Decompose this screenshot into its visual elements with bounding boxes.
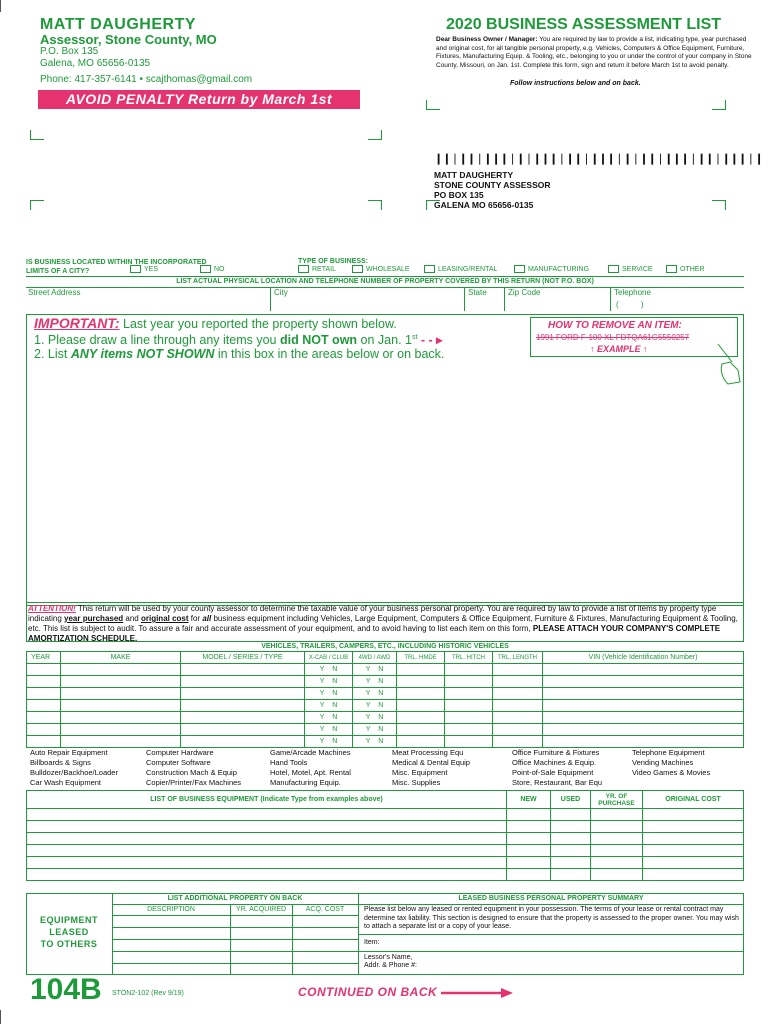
col-yr-acquired: YR. ACQUIRED [235,906,287,913]
corner-mark [712,100,726,110]
col-yr-purchase: YR. OF PURCHASE [591,791,643,809]
col-description: DESCRIPTION [147,906,195,913]
continued-on-back: CONTINUED ON BACK [298,985,515,999]
field-divider [610,287,611,311]
divider [358,934,744,935]
other-checkbox[interactable] [666,265,677,273]
mailing-line1: MATT DAUGHERTY [434,170,514,180]
vehicle-row[interactable]: Y N Y N [27,700,744,712]
postal-barcode: ❙❙❘❙❙❘❙❙❙❘❙❘❙❙❙❘❙❙❘❙❙❙❘❙❘❙❙❘❙❙❙❘❙❙❘❙❙❙❘❙ [434,153,763,165]
assessor-name: MATT DAUGHERTY [40,16,197,33]
col-used: USED [551,791,591,809]
mailing-line3: PO BOX 135 [434,190,484,200]
vehicles-table [26,651,744,748]
no-checkbox[interactable] [200,265,211,273]
col-new: NEW [507,791,551,809]
city-limits-yes[interactable]: YES [130,265,158,273]
intro-text [436,36,752,70]
equipment-row[interactable] [27,869,744,881]
intro-follow: Follow instructions below and on back. [510,80,641,87]
col-original-cost: ORIGINAL COST [643,791,744,809]
equipment-row[interactable] [27,857,744,869]
business-type-other[interactable]: OTHER [666,265,705,273]
vehicle-row[interactable]: Y N Y N [27,664,744,676]
form-title: 2020 BUSINESS ASSESSMENT LIST [446,16,722,33]
vehicle-row[interactable]: Y N Y N [27,736,744,748]
assessor-office: Assessor, Stone County, MO [40,32,217,47]
mailing-line4: GALENA MO 65656-0135 [434,200,534,210]
city-limits-question: IS BUSINESS LOCATED WITHIN THE INCORPORATED LIMITS OF A CITY? [26,259,207,275]
vehicles-header: VEHICLES, TRAILERS, CAMPERS, ETC., INCLUDING HISTORIC VEHICLES [261,643,509,650]
col-acq-cost: ACQ. COST [305,906,345,913]
penalty-banner [38,90,360,109]
assessor-po-box: P.O. Box 135 [40,46,99,57]
equipment-leased-label: EQUIPMENT LEASED TO OTHERS [39,915,98,949]
divider [26,276,744,277]
divider [358,951,744,952]
corner-mark [30,200,44,210]
vehicle-row[interactable]: Y N Y N [27,676,744,688]
col-year: YEAR [27,652,61,664]
col-trl-hmde: TRL. HMDE [397,652,445,664]
business-type-wholesale[interactable]: WHOLESALE [352,265,410,273]
row-line[interactable] [112,939,358,940]
page-edge [0,1010,1,1024]
assessor-city: Galena, MO 65656-0135 [40,58,151,69]
manufacturing-checkbox[interactable] [514,265,525,273]
corner-mark [368,130,382,140]
col-xcab: X-CAB / CLUB [305,652,353,664]
equipment-list-header: LIST OF BUSINESS EQUIPMENT (Indicate Type from examples above) [27,791,507,809]
business-type-service[interactable]: SERVICE [608,265,653,273]
wholesale-checkbox[interactable] [352,265,363,273]
field-divider [464,287,465,311]
vehicles-header-row [27,652,744,664]
equipment-row[interactable] [27,845,744,857]
divider [112,904,744,905]
equipment-table [26,790,744,881]
business-type-leasing[interactable]: LEASING/RENTAL [424,265,497,273]
example-item: 1991 FORD F-100 XL FDTQA61G5550257 [536,333,690,342]
state-field[interactable] [466,298,502,310]
examples-col-1: Auto Repair Equipment Billboards & Signs Bulldozer/Backhoe/Loader Car Wash Equipment [30,748,118,787]
equipment-row[interactable] [27,821,744,833]
example-label: ↑ EXAMPLE ↑ [590,344,648,354]
corner-mark [368,200,382,210]
equipment-header-row [27,791,744,809]
col-vin: VIN (Vehicle Identification Number) [543,652,744,664]
zip-label: Zip Code [508,288,541,297]
vehicle-row[interactable]: Y N Y N [27,712,744,724]
penalty-banner-text: AVOID PENALTY Return by March 1st [65,91,333,107]
additional-header: LIST ADDITIONAL PROPERTY ON BACK [167,895,303,902]
zip-field[interactable] [506,298,608,310]
telephone-paren: ( ) [616,300,644,309]
row-line[interactable] [112,963,358,964]
corner-mark [426,100,440,110]
lessor-label: Lessor's Name, Addr. & Phone #: [364,954,417,969]
location-header: LIST ACTUAL PHYSICAL LOCATION AND TELEPHONE NUMBER OF PROPERTY COVERED BY THIS RETURN (NOT P.O. BOX) [176,278,594,285]
retail-checkbox[interactable] [298,265,309,273]
important-label: IMPORTANT: [34,315,120,331]
row-line[interactable] [112,927,358,928]
divider [112,915,358,916]
col-4wd: 4WD / AWD [353,652,397,664]
city-field[interactable] [272,298,462,310]
form-number: 104B [30,973,102,1006]
col-model: MODEL / SERIES / TYPE [181,652,305,664]
field-divider [504,287,505,311]
leasing-checkbox[interactable] [424,265,435,273]
city-limits-no[interactable]: NO [200,265,225,273]
intro-body: You are required by law to provide a list, indicating type, year purchased and original cost, for all tangible personal property, e.g. Vehicles, Computers & Office Equipment, Furniture, Fixtures, Manufacturing Equip. & Tooling, etc., belonging to you or under the control of your company in Stone County, Missouri, on Jan. 1st. Complete this form, sign and return it before March 1st to avoid penalty. [436,36,752,69]
leased-header: LEASED BUSINESS PERSONAL PROPERTY SUMMARY [458,895,644,902]
city-label: City [274,288,288,297]
mailing-address [434,170,551,210]
hand-pencil-icon [714,340,744,390]
leased-item-label: Item: [364,939,380,946]
col-trl-length: TRL. LENGTH [493,652,543,664]
examples-col-6: Telephone Equipment Vending Machines Video Games & Movies [632,748,711,777]
example-title: HOW TO REMOVE AN ITEM: [548,320,682,331]
business-type-label: TYPE OF BUSINESS: [298,258,369,265]
vehicle-row[interactable]: Y N Y N [27,688,744,700]
yes-checkbox[interactable] [130,265,141,273]
corner-mark [30,130,44,140]
street-address-label: Street Address [28,288,81,297]
col-make: MAKE [61,652,181,664]
examples-col-2: Computer Hardware Computer Software Construction Mach & Equip Copier/Printer/Fax Machines [146,748,242,787]
corner-mark [712,200,726,210]
business-type-retail[interactable]: RETAIL [298,265,336,273]
page-edge [0,0,1,12]
mailing-line2: STONE COUNTY ASSESSOR [434,180,551,190]
attention-text: ATTENTION! This return will be used by your county assessor to determine the taxable value of your business personal property. You are required by law to provide a list of items by property type indicating year purchased and original cost for all business equipment including Vehicles, Large Equipment, Computers & Office Equipment, Furniture & Fixtures, Manufacturing Equipment & Tooling, etc. This list is subject to audit. To assure a fair and accurate assessment of your equipment, and to avoid having to list each item on this form, PLEASE ATTACH YOUR COMPANY'S COMPLETE AMORTIZATION SCHEDULE. [28,604,738,643]
lessor-field[interactable] [432,953,740,973]
field-divider [270,287,271,311]
important-text: IMPORTANT: Last year you reported the property shown below. 1. Please draw a line through any items you did NOT own on Jan. 1st - - ▸ 2. List ANY items NOT SHOWN in this box in the areas below or on back. [34,315,445,362]
examples-col-4: Meat Processing Equ Medical & Dental Equip Misc. Equipment Misc. Supplies [392,748,470,787]
telephone-label: Telephone [614,288,651,297]
row-line[interactable] [112,951,358,952]
service-checkbox[interactable] [608,265,619,273]
assessor-contact: Phone: 417-357-6141 • scajthomas@gmail.com [40,74,253,85]
street-address-field[interactable] [27,298,269,310]
leased-text: Please list below any leased or rented equipment in your possession. The terms of your lease or rental contract may determine tax liability. This section is designed to ensure that the property is assessed to the proper owner. You may wish to attach a separate list or a copy of your lease. [364,906,739,931]
examples-col-3: Game/Arcade Machines Hand Tools Hotel, Motel, Apt. Rental Manufacturing Equip. [270,748,351,787]
leased-item-field[interactable] [390,937,740,949]
col-trl-hitch: TRL. HITCH [445,652,493,664]
business-type-manufacturing[interactable]: MANUFACTURING [514,265,589,273]
equipment-row[interactable] [27,809,744,821]
form-revision: STON2-102 (Rev 9/19) [112,990,184,997]
examples-col-5: Office Furniture & Fixtures Office Machines & Equip. Point-of-Sale Equipment Store, Restaurant, Bar Equ [512,748,603,787]
equipment-row[interactable] [27,833,744,845]
intro-lead: Dear Business Owner / Manager: [436,36,538,43]
state-label: State [468,288,487,297]
arrow-right-icon [441,987,515,999]
vehicle-row[interactable]: Y N Y N [27,724,744,736]
